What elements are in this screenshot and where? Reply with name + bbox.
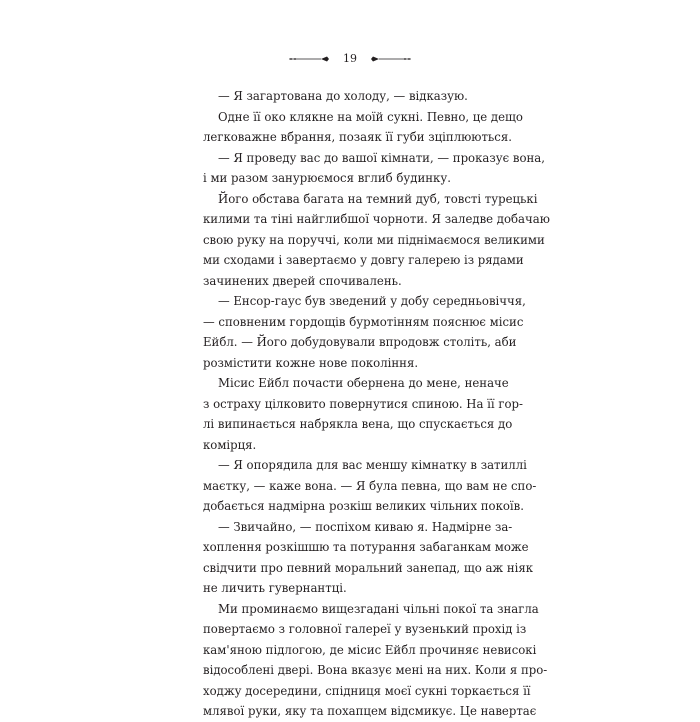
paragraph — [203, 599, 548, 722]
text-line: — Енсор-гаус був зведений у добу середньовіччя, — [218, 294, 526, 308]
right-ornament-icon — [369, 55, 413, 63]
text-line: — Я проведу вас до вашої кімнати, — проказує вона, — [218, 150, 545, 165]
text-line: маєтку, — каже вона. — Я була певна, що вам не спо- — [203, 478, 537, 493]
text-line: відособлені двері. Вона вказує мені на них. Коли я про- — [203, 663, 548, 677]
text-line: повертаємо з головної галереї у вузенький прохід із — [203, 622, 527, 636]
paragraph — [203, 373, 523, 455]
text-line: свідчити про певний моральний занепад, що аж ніяк — [203, 560, 534, 575]
text-line: розмістити кожне нове покоління. — [203, 355, 419, 370]
text-line: легковажне вбрання, позаяк її губи зціплюються. — [203, 130, 512, 144]
running-header — [200, 50, 500, 68]
paragraph — [203, 455, 537, 517]
text-line: кам'яною підлогою, де місис Ейбл прочиняє невисокі — [203, 642, 537, 657]
paragraph — [203, 517, 534, 599]
text-line: свою руку на поруччі, коли ми піднімаємося великими — [203, 232, 545, 247]
text-line: з остраху цілковито повернутися спиною. На її гор- — [203, 396, 523, 411]
paragraph — [203, 291, 526, 373]
text-line: Місис Ейбл почасти обернена до мене, неначе — [218, 376, 509, 390]
text-line: Його обстава багата на темний дуб, товсті турецькі — [218, 191, 538, 206]
paragraph — [203, 189, 550, 292]
text-line: ходжу досередини, спідниця моєї сукні торкається її — [203, 683, 531, 698]
paragraph — [203, 107, 523, 148]
text-line: килими та тіні найглибшої чорноти. Я заледве добачаю — [203, 212, 550, 226]
text-line: Ейбл. — Його добудовували впродовж століть, аби — [203, 335, 517, 349]
text-line: хоплення розкішшю та потурання забаганкам може — [203, 540, 529, 554]
text-line: — Я загартована до холоду, — відказую. — [218, 89, 468, 103]
text-line: комірця. — [203, 437, 257, 452]
paragraph — [203, 86, 501, 107]
body-text — [203, 86, 550, 722]
text-line: млявої руки, яку та похапцем відсмикує. Це навертає — [203, 704, 537, 718]
text-line: лі випинається набрякла вена, що спускається до — [203, 417, 513, 431]
text-line: не личить гувернантці. — [203, 581, 347, 595]
text-line: добається надмірна розкіш великих чільних покоїв. — [203, 499, 524, 513]
text-line: ми сходами і завертаємо у довгу галерею із рядами — [203, 253, 524, 267]
text-line: Ми проминаємо вищезгадані чільні покої та знагла — [218, 601, 539, 616]
text-line: — Я опорядила для вас меншу кімнатку в затиллі — [218, 458, 527, 472]
text-line: і ми разом занурюємося вглиб будинку. — [203, 171, 451, 185]
paragraph — [203, 148, 545, 189]
text-line: — сповненим гордощів бурмотінням пояснює місис — [203, 314, 524, 329]
text-line: — Звичайно, — поспіхом киваю я. Надмірне за- — [218, 519, 513, 534]
page-number: 19 — [343, 52, 357, 65]
left-ornament-icon — [287, 55, 331, 63]
text-line: Одне її око клякне на моїй сукні. Певно, це дещо — [218, 109, 523, 124]
text-line: зачинених дверей спочивалень. — [203, 273, 402, 288]
